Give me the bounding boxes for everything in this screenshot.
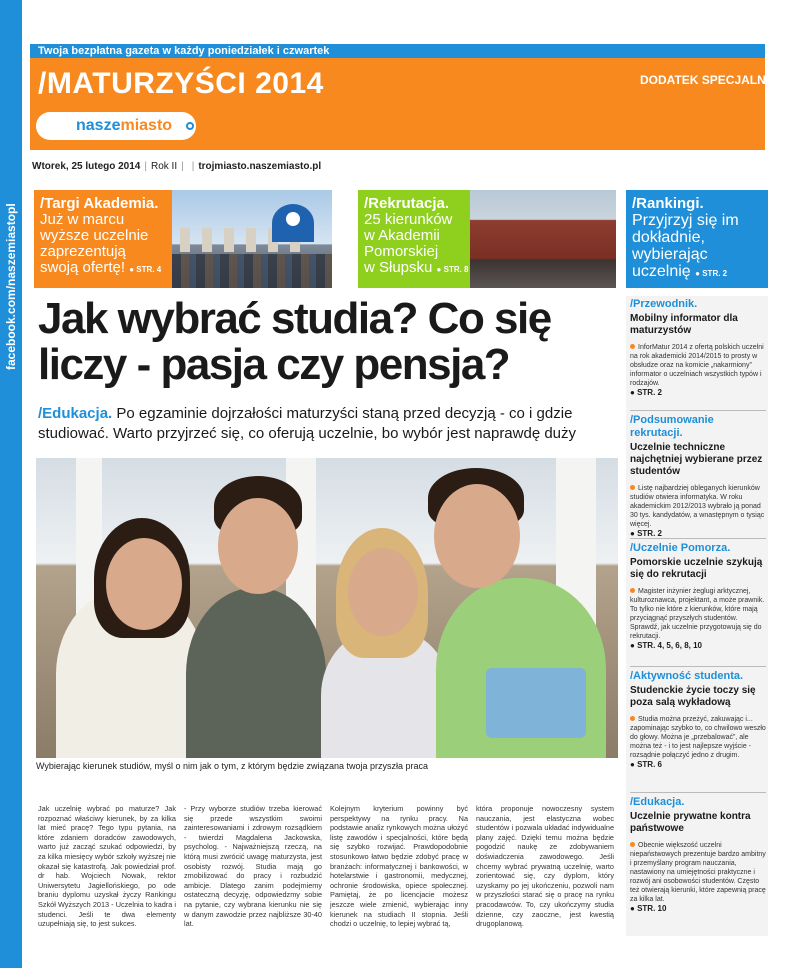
divider: [630, 410, 766, 411]
sidebar-item-przewodnik[interactable]: /Przewodnik. Mobilny informator dla maturzystów InforMatur 2014 z ofertą polskich uczelni na rok akademicki 2014/2015 to prosty w obsłudze oraz na komicie „nakarmiony” informator o uczelniach wszystkich typów i rodzajów. ● STR. 2: [630, 298, 764, 397]
facebook-url[interactable]: facebook.com/naszemiastopl: [4, 203, 18, 370]
naszemiasto-logo[interactable]: naszemiasto: [36, 112, 196, 140]
article-lead: /Edukacja. Po egzaminie dojrzałości maturzyści staną przed decyzją - co i gdzie studiować. Warto przyjrzeć się, co oferują uczelnie, bo wybór jest naprawdę duży: [38, 405, 577, 442]
site-url: trojmiasto.naszemiasto.pl: [198, 161, 322, 172]
tagline-bar: [30, 44, 765, 58]
article-column-1: Jak uczelnię wybrać po maturze? Jak rozpoznać właściwy kierunek, by za kilka lat mieć pracę? Tego typu pytania, na które zdaniem doradców zawodowych, warto już zacząć szukać odpowiedzi, by za kilka miesięcy wybór szkoły wyższej nie okazał się katastrofą. Jak powiedział prof. dr hab. Wojciech Nowak, rektor Uniwersytetu Jagiellońskiego, po ode braniu dyplomu uzyskał życzy Rankingu Szkół Wyższych 2013 - Uczelnia to kadra i studenci. Jeśli te dwa elementy uzupełniają się, to jest sukces.: [38, 804, 176, 929]
teaser-targi-photo: [172, 190, 332, 288]
side-strip: [0, 0, 22, 968]
issue-date: Wtorek, 25 lutego 2014: [32, 161, 141, 172]
sidebar-item-edukacja[interactable]: /Edukacja. Uczelnie prywatne kontra państwowe Obecnie większość uczelni niepaństwowych prezentuje bardzo ambitny i przemyślany program nauczania, nastawiony na umiejętności praktyczne i rozwój ani osobowości studentów. Często też otwierają kierunki, które zapewnią pracę za kilka lat. ● STR. 10: [630, 796, 766, 913]
sidebar-item-aktywnosc[interactable]: /Aktywność studenta. Studenckie życie toczy się poza salą wykładową Studia można przeżyć, zakuwając i... zapominając szybko to, co chwilowo weszło do głowy. Można je „przebalować”, ale można też - i to jest najlepsze wyjście - rozsądnie połączyć jedno z drugim. ● STR. 6: [630, 670, 766, 769]
special-supplement-label: DODATEK SPECJALNY: [640, 73, 774, 87]
location-pin-icon: [186, 122, 194, 130]
sidebar-item-pomorze[interactable]: /Uczelnie Pomorza. Pomorskie uczelnie szykują się do rekrutacji Magister inżynier żeglugi arktycznej, kulturoznawca, projektant, a może prawnik. To tylko nie które z kierunków, które mają przyciągnąć przyszłych studentów. Sprawdź, jak uczelnie przygotowują się do rekrutacji. ● STR. 4, 5, 6, 8, 10: [630, 542, 765, 650]
divider: [630, 792, 766, 793]
article-column-4: która proponuje nowoczesny system nauczania, jest elastyczna wobec studentów i pozwala układać indywidualne plany zajęć. Dzięki temu można będzie pogodzić naukę ze zdobywaniem doświadczenia zawodowego. Jeśli chcemy wybrać prywatną uczelnię, warto zorientować się, czy dyplom, który uzyskamy po jej ukończeniu, pozwoli nam w przyszłości starać się o pracę na rynku pracodawców. To, czy ukończymy studia dzienne, czy zaoczne, jest kwestią drugoplanową.: [476, 804, 614, 929]
tagline: Twoja bezpłatna gazeta w każdy poniedziałek i czwartek: [38, 45, 330, 57]
students-photo: [36, 458, 618, 758]
photo-caption: Wybierając kierunek studiów, myśl o nim jak o tym, z którym będzie związana twoja przyszła praca: [36, 761, 429, 771]
teaser-rekrutacja[interactable]: /Rekrutacja. 25 kierunków w Akademii Pomorskiej w Słupsku ● STR. 8: [358, 190, 470, 288]
main-headline: Jak wybrać studia? Co się liczy - pasja czy pensja?: [38, 294, 551, 389]
divider: [630, 538, 766, 539]
sidebar-item-rekrutacja[interactable]: /Podsumowanie rekrutacji. Uczelnie techniczne najchętniej wybierane przez studentów Listę najbardziej obleganych kierunków studiów otwiera informatyka. W roku akademickim 2012/2013 wybrało ją ponad 30 tys. kandydatów, a wnastępnym o tysiąc więcej. ● STR. 2: [630, 414, 765, 538]
teaser-rekrutacja-photo: [470, 190, 616, 288]
dateline: Wtorek, 25 lutego 2014 | Rok II | | trojmiasto.naszemiasto.pl: [32, 161, 322, 172]
masthead-title: /MATURZYŚCI 2014: [38, 67, 324, 100]
lead-kicker: /Edukacja.: [38, 405, 113, 422]
article-column-3: Kolejnym kryterium powinny być perspektywy na rynku pracy. Na podstawie analiz rynkowych można ułożyć listę zawodów i specjalności, które będą się szybko rozwijać. Prawdopodobnie stosunkowo łatwo będzie zdobyć pracę w branżach: informatycznej i bankowości, w hotelarstwie i gastronomii, medycznej, ochronie środowiska, opiece społecznej. Pamiętaj, że po licencjacie możesz jeszcze wiele zmienić, wybierając inny kierunek na studiach II stopnia. Jeśli chodzi o uczelnię, to lepiej wybrać tą,: [330, 804, 468, 929]
teaser-rankingi[interactable]: /Rankingi. Przyjrzyj się im dokładnie, wybierając uczelnię ● STR. 2: [626, 190, 768, 288]
article-column-2: - Przy wyborze studiów trzeba kierować się przede wszystkim swoimi zainteresowaniami i zdrowym rozsądkiem - twierdzi Magdalena Jackowska, psycholog. - Najważniejszą rzeczą, na którą musi zwrócić uwagę maturzysta, jest osobisty rozwój. Studia mają go zmobilizować do pracy i rozbudzić ambicje. Dlatego zanim podejmiemy ostateczną decyzję, odpowiedzmy sobie na pytanie, czy wybrana kierunku nie się w danym zawodzie przez najbliższe 30-40 lat.: [184, 804, 322, 929]
divider: [630, 666, 766, 667]
teaser-targi[interactable]: /Targi Akademia. Już w marcu wyższe uczelnie zaprezentują swoją ofertę! ● STR. 4: [34, 190, 172, 288]
issue-year: Rok II: [150, 161, 178, 172]
